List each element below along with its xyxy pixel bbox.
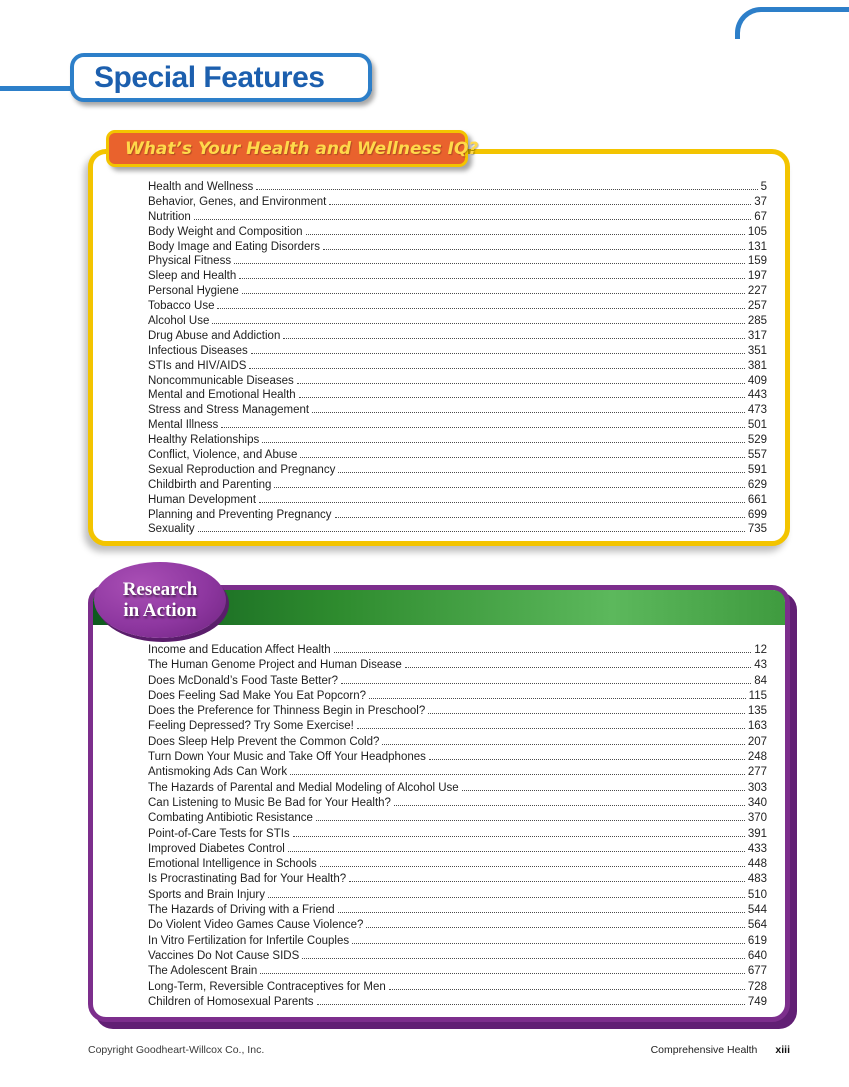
entry-title: Mental and Emotional Health bbox=[148, 389, 296, 402]
dot-leader bbox=[394, 805, 745, 806]
toc-entry bbox=[148, 210, 767, 225]
entry-title: Behavior, Genes, and Environment bbox=[148, 195, 327, 208]
entry-title: Turn Down Your Music and Take Off Your Headphones bbox=[148, 751, 426, 764]
dot-leader bbox=[239, 278, 745, 279]
entry-page: 340 bbox=[747, 796, 767, 809]
folio-page-number: xiii bbox=[775, 1044, 790, 1056]
entry-page: 677 bbox=[747, 965, 767, 978]
dot-leader bbox=[251, 353, 745, 354]
iq-toc-list bbox=[93, 154, 785, 537]
dot-leader bbox=[198, 531, 745, 532]
entry-title: Does the Preference for Thinness Begin in Preschool? bbox=[148, 705, 426, 718]
entry-title: Do Violent Video Games Cause Violence? bbox=[148, 919, 364, 932]
entry-page: 197 bbox=[747, 270, 767, 283]
dot-leader bbox=[382, 744, 744, 745]
dot-leader bbox=[194, 219, 751, 220]
entry-title: Does McDonald’s Food Taste Better? bbox=[148, 674, 339, 687]
entry-title: Health and Wellness bbox=[148, 181, 254, 193]
dot-leader bbox=[212, 323, 744, 324]
dot-leader bbox=[262, 442, 745, 443]
entry-page: 564 bbox=[747, 919, 767, 932]
toc-entry bbox=[148, 796, 767, 811]
iq-section-box bbox=[88, 149, 790, 546]
toc-entry bbox=[148, 750, 767, 765]
entry-page: 529 bbox=[747, 434, 767, 447]
toc-entry bbox=[148, 284, 767, 299]
toc-entry bbox=[148, 811, 767, 826]
dot-leader bbox=[338, 912, 745, 913]
entry-title: The Adolescent Brain bbox=[148, 965, 258, 978]
entry-title: Personal Hygiene bbox=[148, 285, 239, 298]
special-features-title-box bbox=[70, 53, 372, 102]
toc-entry bbox=[148, 765, 767, 780]
entry-page: 135 bbox=[747, 705, 767, 718]
page-footer bbox=[88, 1044, 790, 1056]
toc-entry bbox=[148, 314, 767, 329]
toc-entry bbox=[148, 269, 767, 284]
entry-title: Nutrition bbox=[148, 210, 191, 223]
entry-title: Sexual Reproduction and Pregnancy bbox=[148, 463, 336, 476]
dot-leader bbox=[317, 1004, 745, 1005]
toc-entry bbox=[148, 433, 767, 448]
iq-section-tab bbox=[106, 130, 479, 167]
entry-page: 483 bbox=[747, 873, 767, 886]
entry-title: Feeling Depressed? Try Some Exercise! bbox=[148, 720, 354, 733]
entry-page: 207 bbox=[747, 735, 767, 748]
entry-page: 661 bbox=[747, 493, 767, 506]
entry-page: 37 bbox=[754, 195, 767, 208]
toc-entry bbox=[148, 689, 767, 704]
entry-title: Sleep and Health bbox=[148, 270, 237, 283]
entry-title: Alcohol Use bbox=[148, 315, 210, 328]
entry-page: 735 bbox=[747, 523, 767, 536]
dot-leader bbox=[259, 502, 745, 503]
toc-entry bbox=[148, 918, 767, 933]
footer-right bbox=[651, 1044, 790, 1056]
entry-title: Combating Antibiotic Resistance bbox=[148, 812, 313, 825]
toc-entry bbox=[148, 674, 767, 689]
dot-leader bbox=[369, 698, 746, 699]
entry-page: 749 bbox=[747, 995, 767, 1008]
copyright-text: Copyright Goodheart-Willcox Co., Inc. bbox=[88, 1044, 265, 1056]
entry-title: Conflict, Violence, and Abuse bbox=[148, 449, 298, 462]
dot-leader bbox=[334, 652, 752, 653]
entry-page: 115 bbox=[748, 689, 767, 702]
entry-page: 227 bbox=[747, 285, 767, 298]
toc-entry bbox=[148, 493, 767, 508]
dot-leader bbox=[335, 517, 745, 518]
dot-leader bbox=[428, 713, 745, 714]
toc-entry bbox=[148, 658, 767, 673]
entry-title: Long-Term, Reversible Contraceptives for Men bbox=[148, 980, 386, 993]
entry-title: Vaccines Do Not Cause SIDS bbox=[148, 949, 300, 962]
entry-page: 699 bbox=[747, 508, 767, 521]
dot-leader bbox=[249, 368, 744, 369]
toc-entry bbox=[148, 359, 767, 374]
dot-leader bbox=[256, 189, 757, 190]
toc-entry bbox=[148, 872, 767, 887]
toc-entry bbox=[148, 418, 767, 433]
toc-entry bbox=[148, 522, 767, 537]
dot-leader bbox=[329, 204, 751, 205]
entry-title: Childbirth and Parenting bbox=[148, 478, 272, 491]
toc-entry bbox=[148, 719, 767, 734]
dot-leader bbox=[338, 472, 744, 473]
dot-leader bbox=[283, 338, 744, 339]
toc-entry bbox=[148, 254, 767, 269]
toc-entry bbox=[148, 980, 767, 995]
research-badge-line2: in Action bbox=[123, 600, 197, 621]
research-badge-line1: Research bbox=[122, 579, 198, 600]
dot-leader bbox=[260, 973, 744, 974]
entry-title: Is Procrastinating Bad for Your Health? bbox=[148, 873, 347, 886]
entry-page: 84 bbox=[754, 674, 767, 687]
entry-page: 619 bbox=[747, 934, 767, 947]
toc-entry bbox=[148, 903, 767, 918]
entry-page: 501 bbox=[747, 419, 767, 432]
entry-title: The Hazards of Driving with a Friend bbox=[148, 904, 335, 917]
dot-leader bbox=[288, 851, 745, 852]
book-title-text: Comprehensive Health bbox=[650, 1044, 758, 1056]
entry-title: Planning and Preventing Pregnancy bbox=[148, 508, 332, 521]
entry-page: 285 bbox=[747, 315, 767, 328]
dot-leader bbox=[299, 397, 745, 398]
dot-leader bbox=[297, 383, 745, 384]
entry-page: 257 bbox=[747, 300, 767, 313]
entry-page: 629 bbox=[747, 478, 767, 491]
entry-page: 433 bbox=[747, 842, 767, 855]
toc-entry bbox=[148, 299, 767, 314]
entry-page: 317 bbox=[747, 329, 767, 342]
entry-page: 248 bbox=[747, 751, 767, 764]
dot-leader bbox=[268, 897, 745, 898]
toc-entry bbox=[148, 949, 767, 964]
entry-page: 303 bbox=[747, 781, 767, 794]
entry-page: 370 bbox=[747, 812, 767, 825]
entry-title: Sexuality bbox=[148, 523, 195, 536]
entry-title: Children of Homosexual Parents bbox=[148, 995, 314, 1008]
entry-title: Infectious Diseases bbox=[148, 344, 248, 357]
toc-entry bbox=[148, 857, 767, 872]
entry-page: 640 bbox=[747, 949, 767, 962]
toc-entry bbox=[148, 827, 767, 842]
toc-entry bbox=[148, 463, 767, 478]
dot-leader bbox=[306, 234, 745, 235]
entry-page: 5 bbox=[760, 181, 767, 193]
dot-leader bbox=[302, 958, 745, 959]
toc-entry bbox=[148, 735, 767, 750]
toc-entry bbox=[148, 195, 767, 210]
entry-title: Improved Diabetes Control bbox=[148, 842, 285, 855]
entry-page: 448 bbox=[747, 858, 767, 871]
dot-leader bbox=[357, 728, 745, 729]
toc-entry bbox=[148, 403, 767, 418]
toc-entry bbox=[148, 478, 767, 493]
entry-page: 557 bbox=[747, 449, 767, 462]
dot-leader bbox=[366, 927, 744, 928]
dot-leader bbox=[462, 790, 745, 791]
entry-title: The Hazards of Parental and Medial Modeling of Alcohol Use bbox=[148, 781, 459, 794]
dot-leader bbox=[274, 487, 744, 488]
entry-title: Antismoking Ads Can Work bbox=[148, 766, 288, 779]
entry-page: 351 bbox=[747, 344, 767, 357]
entry-page: 43 bbox=[754, 659, 767, 672]
entry-page: 391 bbox=[747, 827, 767, 840]
entry-title: Does Sleep Help Prevent the Common Cold? bbox=[148, 735, 380, 748]
toc-entry bbox=[148, 240, 767, 255]
toc-entry bbox=[148, 842, 767, 857]
dot-leader bbox=[323, 249, 745, 250]
entry-title: Drug Abuse and Addiction bbox=[148, 329, 281, 342]
toc-entry bbox=[148, 344, 767, 359]
entry-page: 131 bbox=[747, 240, 767, 253]
entry-page: 163 bbox=[747, 720, 767, 733]
top-right-swoosh-line bbox=[735, 7, 849, 39]
entry-page: 728 bbox=[747, 980, 767, 993]
entry-title: Body Image and Eating Disorders bbox=[148, 240, 320, 253]
entry-title: The Human Genome Project and Human Disease bbox=[148, 659, 402, 672]
research-in-action-badge bbox=[94, 562, 226, 638]
entry-page: 105 bbox=[747, 225, 767, 238]
entry-title: Sports and Brain Injury bbox=[148, 888, 265, 901]
entry-title: Body Weight and Composition bbox=[148, 225, 303, 238]
toc-entry bbox=[148, 964, 767, 979]
toc-entry bbox=[148, 995, 767, 1010]
toc-entry bbox=[148, 704, 767, 719]
toc-entry bbox=[148, 888, 767, 903]
toc-entry bbox=[148, 448, 767, 463]
entry-title: Human Development bbox=[148, 493, 257, 506]
entry-title: Tobacco Use bbox=[148, 300, 215, 313]
toc-entry bbox=[148, 329, 767, 344]
entry-page: 544 bbox=[747, 904, 767, 917]
toc-entry bbox=[148, 643, 767, 658]
entry-page: 510 bbox=[747, 888, 767, 901]
entry-page: 159 bbox=[747, 255, 767, 268]
entry-title: In Vitro Fertilization for Infertile Couples bbox=[148, 934, 350, 947]
dot-leader bbox=[352, 943, 745, 944]
entry-title: Point-of-Care Tests for STIs bbox=[148, 827, 290, 840]
dot-leader bbox=[389, 989, 745, 990]
entry-title: Noncommunicable Diseases bbox=[148, 374, 294, 387]
dot-leader bbox=[300, 457, 744, 458]
entry-title: Does Feeling Sad Make You Eat Popcorn? bbox=[148, 689, 367, 702]
dot-leader bbox=[316, 820, 745, 821]
entry-title: Mental Illness bbox=[148, 419, 219, 432]
entry-title: Physical Fitness bbox=[148, 255, 232, 268]
entry-title: Stress and Stress Management bbox=[148, 404, 310, 417]
toc-entry bbox=[148, 781, 767, 796]
entry-page: 381 bbox=[747, 359, 767, 372]
dot-leader bbox=[221, 427, 745, 428]
toc-entry bbox=[148, 225, 767, 240]
entry-page: 443 bbox=[747, 389, 767, 402]
entry-page: 67 bbox=[754, 210, 767, 223]
entry-title: STIs and HIV/AIDS bbox=[148, 359, 247, 372]
research-section-box bbox=[88, 585, 790, 1022]
dot-leader bbox=[242, 293, 745, 294]
entry-page: 473 bbox=[747, 404, 767, 417]
dot-leader bbox=[293, 836, 745, 837]
dot-leader bbox=[349, 881, 745, 882]
dot-leader bbox=[320, 866, 745, 867]
entry-page: 12 bbox=[754, 644, 767, 656]
dot-leader bbox=[341, 683, 751, 684]
page-title: Special Features bbox=[94, 60, 325, 94]
toc-entry bbox=[148, 388, 767, 403]
toc-entry bbox=[148, 180, 767, 195]
entry-title: Income and Education Affect Health bbox=[148, 644, 331, 656]
entry-page: 409 bbox=[747, 374, 767, 387]
entry-title: Emotional Intelligence in Schools bbox=[148, 858, 317, 871]
toc-entry bbox=[148, 508, 767, 523]
entry-page: 277 bbox=[747, 766, 767, 779]
dot-leader bbox=[290, 774, 745, 775]
toc-entry bbox=[148, 374, 767, 389]
dot-leader bbox=[429, 759, 745, 760]
research-toc-list bbox=[93, 625, 785, 1010]
entry-title: Can Listening to Music Be Bad for Your Health? bbox=[148, 796, 391, 809]
dot-leader bbox=[234, 263, 745, 264]
iq-section-heading: What’s Your Health and Wellness IQ? bbox=[125, 138, 479, 159]
dot-leader bbox=[312, 412, 745, 413]
toc-entry bbox=[148, 934, 767, 949]
dot-leader bbox=[405, 667, 751, 668]
entry-page: 591 bbox=[747, 463, 767, 476]
entry-title: Healthy Relationships bbox=[148, 434, 260, 447]
dot-leader bbox=[217, 308, 744, 309]
